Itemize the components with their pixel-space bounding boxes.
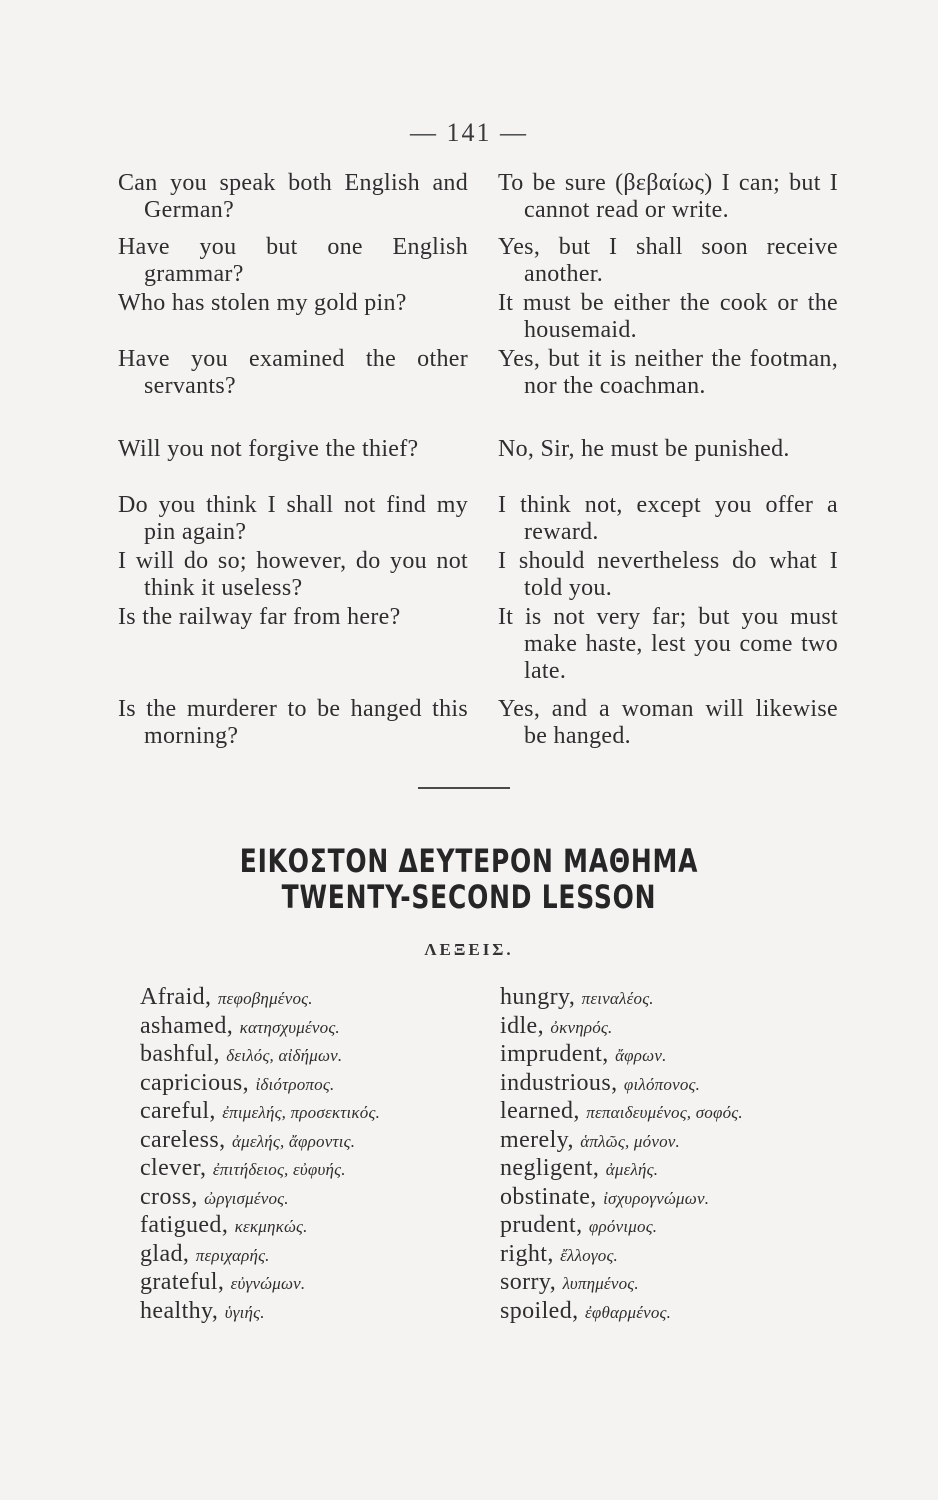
vocab-entry: obstinate, ἰσχυρογνώμων.	[500, 1183, 710, 1210]
dialogue-row	[118, 696, 838, 752]
question: Is the railway far from here?	[118, 604, 401, 630]
vocab-entry: prudent, φρόνιμος.	[500, 1212, 658, 1238]
vocab-entry: glad, περιχαρής.	[140, 1240, 270, 1267]
question: Have you examined the other servants?	[118, 346, 468, 399]
question: Do you think I shall not find my pin again?	[118, 492, 468, 545]
vocab-entry: ashamed, κατησχυμένος.	[140, 1012, 340, 1039]
vocabulary-heading: ΛΕΞΕΙΣ.	[424, 940, 514, 959]
vocab-entry: hungry, πειναλέος.	[500, 984, 654, 1010]
dialogue-row	[118, 234, 838, 290]
vocab-entry: sorry, λυπημένος.	[500, 1269, 639, 1295]
vocabulary-column-left	[140, 984, 500, 1326]
section-divider	[418, 787, 510, 789]
dialogue-row	[118, 170, 838, 234]
vocab-entry: imprudent, ἄφρων.	[500, 1041, 667, 1067]
dialogue-row	[118, 290, 838, 346]
question: I will do so; however, do you not think it useless?	[118, 548, 468, 601]
question: Have you but one English grammar?	[118, 234, 468, 287]
question: Is the murderer to be hanged this morning?	[118, 696, 468, 749]
vocab-entry: careless, ἀμελής, ἄφροντις.	[140, 1126, 356, 1153]
answer: It is not very far; but you must make haste, lest you come two late.	[498, 604, 838, 684]
dialogue-row	[118, 436, 838, 492]
vocab-entry: idle, ὀκνηρός.	[500, 1012, 613, 1039]
question: Will you not forgive the thief?	[118, 436, 419, 462]
answer: I think not, except you offer a reward.	[498, 492, 838, 545]
dialogue-row	[118, 492, 838, 548]
vocab-entry: bashful, δειλός, αἰδήμων.	[140, 1041, 343, 1067]
vocab-entry: clever, ἐπιτήδειος, εὐφυής.	[140, 1155, 346, 1181]
vocab-entry: cross, ὠργισμένος.	[140, 1183, 289, 1210]
answer: Yes, but it is neither the footman, nor the coachman.	[498, 346, 838, 399]
vocab-entry: industrious, φιλόπονος.	[500, 1069, 701, 1096]
vocab-entry: learned, πεπαιδευμένος, σοφός.	[500, 1098, 743, 1124]
vocab-entry: healthy, ὑγιής.	[140, 1297, 265, 1324]
answer: Yes, but I shall soon receive another.	[498, 234, 838, 287]
lesson-title-english: TWENTY-SECOND LESSON	[281, 878, 657, 916]
answer: To be sure (βεβαίως) I can; but I cannot read or write.	[498, 170, 838, 223]
lesson-title-greek: ΕΙΚΟΣΤΟΝ ΔΕΥΤΕΡΟΝ ΜΑΘΗΜΑ	[239, 842, 699, 880]
vocab-entry: grateful, εὐγνώμων.	[140, 1269, 306, 1295]
dialogue-row	[118, 548, 838, 604]
vocab-entry: negligent, ἀμελής.	[500, 1155, 659, 1181]
vocab-entry: spoiled, ἐφθαρμένος.	[500, 1297, 672, 1324]
question: Can you speak both English and German?	[118, 170, 468, 223]
answer: I should nevertheless do what I told you.	[498, 548, 838, 601]
page-number: — 141 —	[410, 118, 528, 147]
vocab-entry: merely, ἁπλῶς, μόνον.	[500, 1126, 680, 1153]
dialogue-row	[118, 604, 838, 696]
answer: Yes, and a woman will likewise be hanged.	[498, 696, 838, 749]
vocab-entry: Afraid, πεφοβημένος.	[140, 984, 313, 1010]
vocab-entry: capricious, ἰδιότροπος.	[140, 1069, 335, 1096]
vocab-entry: fatigued, κεκμηκώς.	[140, 1212, 308, 1238]
dialogue-row	[118, 346, 838, 436]
vocab-entry: right, ἔλλογος.	[500, 1240, 619, 1267]
answer: It must be either the cook or the housemaid.	[498, 290, 838, 343]
vocabulary-column-right	[500, 984, 838, 1326]
answer: No, Sir, he must be punished.	[498, 436, 790, 462]
vocab-entry: careful, ἐπιμελής, προσεκτικός.	[140, 1098, 381, 1124]
dialogue-section	[118, 170, 838, 752]
question: Who has stolen my gold pin?	[118, 290, 407, 316]
